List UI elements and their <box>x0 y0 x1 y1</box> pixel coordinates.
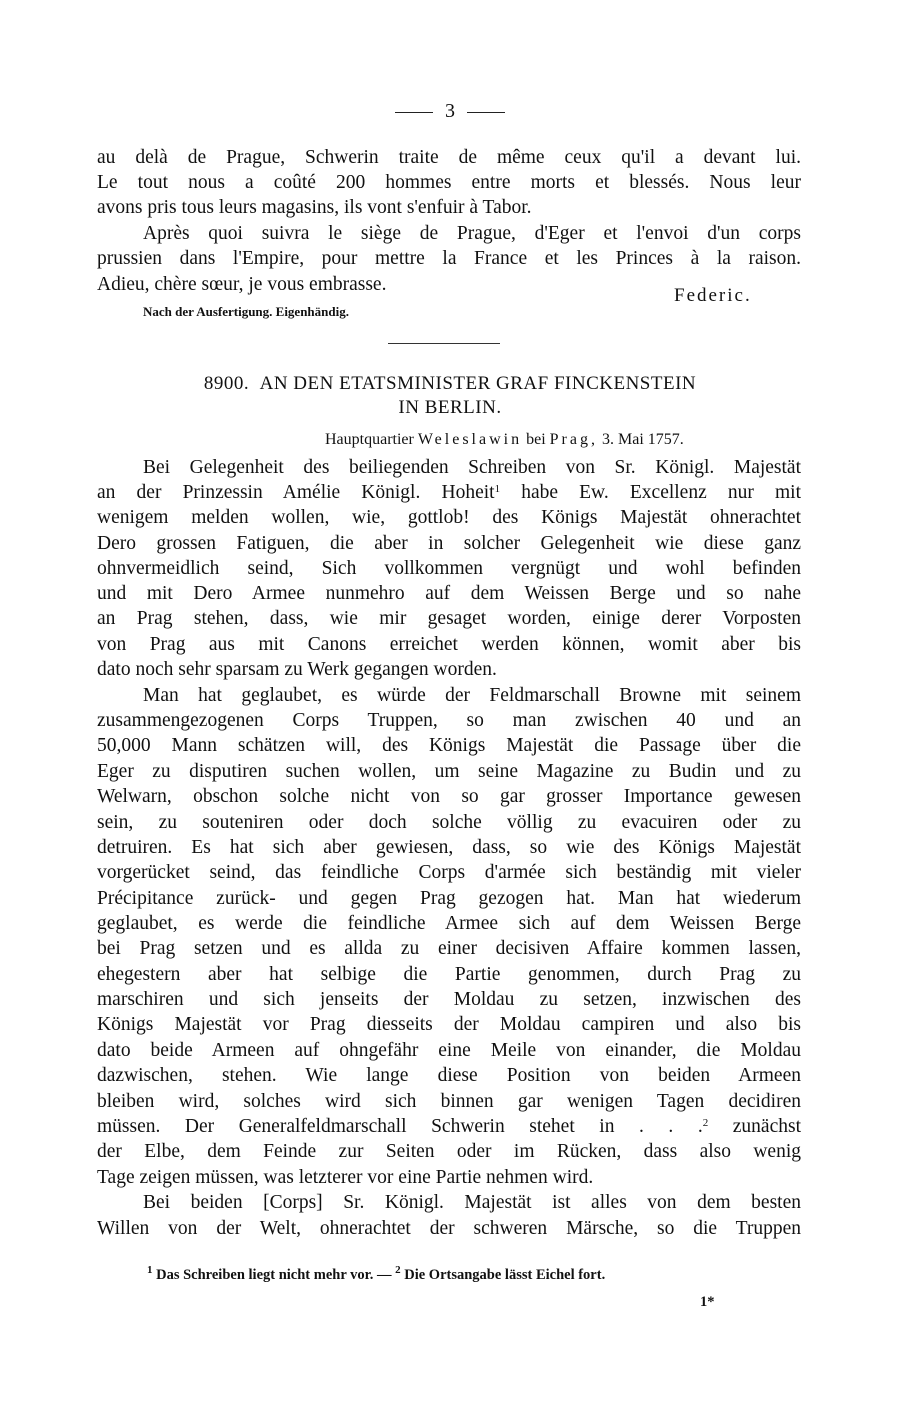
text-line: Bei Gelegenheit des beiliegenden Schreiben von Sr. Königl. Majestät <box>143 457 801 478</box>
text-line: an Prag stehen, dass, wie mir gesaget worden, einige derer Vorposten <box>97 608 801 629</box>
page-number: 3 <box>445 100 455 122</box>
text-line: avons pris tous leurs magasins, ils vont s'enfuir à Tabor. <box>97 197 532 218</box>
header-rule-left <box>395 112 433 113</box>
footnote-marker: 1 <box>147 1264 153 1276</box>
footnote-1: Das Schreiben liegt nicht mehr vor. — <box>156 1267 392 1283</box>
text-line: Willen von der Welt, ohnerachtet der schweren Märsche, so die Truppen <box>97 1218 801 1239</box>
text-line: müssen. Der Generalfeldmarschall Schwerin stehet in . . .$^2$ zunächst <box>97 1116 801 1137</box>
letter-title-line1 <box>0 373 900 395</box>
text-line: vorgerücket seind, das feindliche Corps d'armée sich beständig mit vieler <box>97 862 801 883</box>
footnote-ref: 1 <box>494 483 501 495</box>
text-line: Après quoi suivra le siège de Prague, d'Eger et l'envoi d'un corps <box>143 223 801 244</box>
dateline-date: 3. Mai 1757. <box>601 431 684 448</box>
footnotes <box>147 1264 606 1284</box>
text-line: bei Prag setzen und es allda zu einer decisiven Affaire kommen lassen, <box>97 938 801 959</box>
text-line: Tage zeigen müssen, was letzterer vor eine Partie nehmen wird. <box>97 1167 594 1188</box>
text-line: Précipitance zurück- und gegen Prag gezogen hat. Man hat wiederum <box>97 888 801 909</box>
text-line: wenigem melden wollen, wie, gottlob! des Königs Majestät ohnerachtet <box>97 507 801 528</box>
text-line: marschiren und sich jenseits der Moldau zu setzen, inzwischen des <box>97 989 801 1010</box>
text-line: Welwarn, obschon solche nicht von so gar grosser Importance gewesen <box>97 786 801 807</box>
dateline-mid: bei <box>526 431 546 448</box>
footnote-ref: 2 <box>702 1117 709 1129</box>
text-line: Dero grossen Fatiguen, die aber in solcher Gelegenheit wie diese ganz <box>97 533 801 554</box>
letter-number: 8900. <box>203 373 250 394</box>
text-line: geglaubet, es werde die feindliche Armee sich auf dem Weissen Berge <box>97 913 801 934</box>
section-divider <box>388 343 500 344</box>
text-line: der Elbe, dem Feinde zur Seiten oder im Rücken, dass also wenig <box>97 1141 801 1162</box>
text-line: sein, zu souteniren oder doch solche völlig zu evacuiren oder zu <box>97 812 801 833</box>
text-line: dato noch sehr sparsam zu Werk gegangen worden. <box>97 659 497 680</box>
text-line: und mit Dero Armee nunmehro auf dem Weissen Berge und so nahe <box>97 583 801 604</box>
text-line: 50,000 Mann schätzen will, des Königs Majestät die Passage über die <box>97 735 801 756</box>
signature-mark: 1* <box>700 1294 715 1310</box>
text-line: ehegestern aber hat selbige die Partie genommen, durch Prag zu <box>97 964 801 985</box>
signature: Federic. <box>674 285 752 306</box>
text-line: Bei beiden [Corps] Sr. Königl. Majestät ist alles von dem besten <box>143 1192 801 1213</box>
text-line: Eger zu disputiren suchen wollen, um seine Magazine zu Budin und zu <box>97 761 801 782</box>
dateline-place: Weleslawin <box>417 431 523 448</box>
text-line: Man hat geglaubet, es würde der Feldmarschall Browne mit seinem <box>143 685 801 706</box>
page-header <box>0 100 900 123</box>
text-line: von Prag aus mit Canons erreichet werden können, womit aber bis <box>97 634 801 655</box>
letter-title-text: AN DEN ETATSMINISTER GRAF FINCKENSTEIN <box>259 373 697 394</box>
text-line: prussien dans l'Empire, pour mettre la France et les Princes à la raison. <box>97 248 801 269</box>
dateline-city: Prag, <box>549 431 598 448</box>
text-line: Adieu, chère sœur, je vous embrasse. <box>97 274 387 295</box>
text-line: au delà de Prague, Schwerin traite de même ceux qu'il a devant lui. <box>97 147 801 168</box>
footnote-2: Die Ortsangabe lässt Eichel fort. <box>404 1267 606 1283</box>
text-line: detruiren. Es hat sich aber gewiesen, dass, so wie des Königs Majestät <box>97 837 801 858</box>
text-line: dazwischen, stehen. Wie lange diese Position von beiden Armeen <box>97 1065 801 1086</box>
header-rule-right <box>467 112 505 113</box>
text-line: ohnvermeidlich seind, Sich vollkommen vergnügt und wohl befinden <box>97 558 801 579</box>
text-line: zusammengezogenen Corps Truppen, so man zwischen 40 und an <box>97 710 801 731</box>
dateline <box>325 431 684 449</box>
footnote-marker: 2 <box>395 1264 401 1276</box>
letter-title-line2: IN BERLIN. <box>398 397 502 418</box>
dateline-prefix: Hauptquartier <box>325 431 414 448</box>
source-note: Nach der Ausfertigung. Eigenhändig. <box>143 304 349 319</box>
text-line: Le tout nous a coûté 200 hommes entre morts et blessés. Nous leur <box>97 172 801 193</box>
text-line: Königs Majestät vor Prag diesseits der Moldau campiren und also bis <box>97 1014 801 1035</box>
text-line: bleiben wird, solches wird sich binnen gar wenigen Tagen decidiren <box>97 1091 801 1112</box>
text-line: dato beide Armeen auf ohngefähr eine Meile von einander, die Moldau <box>97 1040 801 1061</box>
text-line: an der Prinzessin Amélie Königl. Hoheit$^1$ habe Ew. Excellenz nur mit <box>97 482 802 503</box>
